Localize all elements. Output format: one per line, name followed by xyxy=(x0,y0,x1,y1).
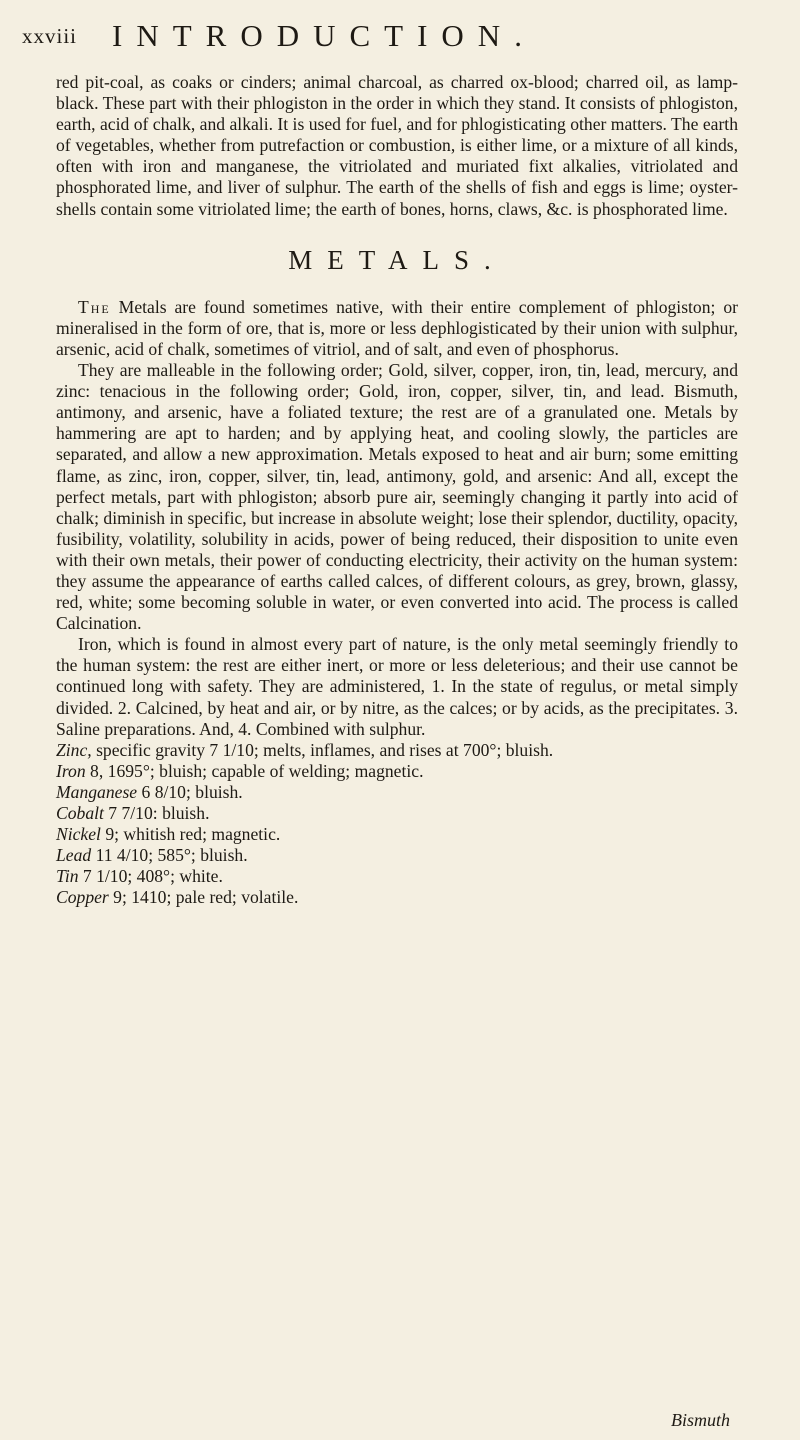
metals-paragraph-3: Iron, which is found in almost every part of nature, is the only metal seemingly friendly to the human system: the rest are either inert, or more or less deleterious; and their use cannot be continued long with safety. They are administered, 1. In the state of regulus, or metal simply divided. 2. Calcined, by heat and air, or by nitre, as the calces; or by acids, as the precipitates. 3. Saline preparations. And, 4. Combined with sulphur. xyxy=(56,634,738,739)
running-head xyxy=(22,18,740,52)
list-item: Iron 8, 1695°; bluish; capable of welding; magnetic. xyxy=(56,760,424,781)
list-item: Copper 9; 1410; pale red; volatile. xyxy=(56,887,299,908)
page-number: xxviii xyxy=(22,24,78,48)
list-item: Manganese 6 8/10; bluish. xyxy=(56,781,243,802)
metal-list xyxy=(56,740,738,909)
metals-paragraph-2: They are malleable in the following order; Gold, silver, copper, iron, tin, lead, mercury, and zinc: tenacious in the following order; Gold, iron, copper, silver, tin, and lead. Bismuth, antimony, and arsenic, have a foliated texture; the rest are of a granulated one. Metals by hammering are apt to harden; and by applying heat, and cooling slowly, the particles are separated, and allow a new approximation. Metals exposed to heat and air burn; some emitting flame, as zinc, iron, copper, silver, tin, lead, antimony, gold, and arsenic: And all, except the perfect metals, part with phlogiston; absorb pure air, seemingly changing it partly into acid of chalk; diminish in specific, but increase in absolute weight; lose their splendor, ductility, opacity, fusibility, volatility, solubility in acids, power of being reduced, their disposition to unite even with their own metals, their power of conducting electricity, their activity on the human system: they assume the appearance of earths called calces, of different colours, as grey, brown, glassy, red, white; some becoming soluble in water, or even converted into acid. The process is called Calcination. xyxy=(56,360,738,634)
running-title: INTRODUCTION. xyxy=(112,18,536,53)
list-item: Cobalt 7 7/10: bluish. xyxy=(56,803,210,823)
metals-paragraph-1: The Metals are found sometimes native, with their entire complement of phlogiston; or mineralised in the form of ore, that is, more or less dephlogisticated by their union with sulphur, arsenic, acid of chalk, sometimes of vitriol, and of salt, and even of phosphorus. xyxy=(56,296,738,359)
body-text xyxy=(56,72,738,908)
intro-paragraph: red pit-coal, as coaks or cinders; animal charcoal, as charred ox-blood; charred oil, as lamp-black. These part with their phlogiston in the order in which they stand. It consists of phlogiston, earth, acid of chalk, and alkali. It is used for fuel, and for phlogisticating other matters. The earth of vegetables, whether from putrefaction or combustion, is either lime, or a mixture of all kinds, often with iron and manganese, the vitriolated and muriated fixt alkalies, vitriolated and phosphorated lime, and liver of sulphur. The earth of the shells of fish and eggs is lime; oyster-shells contain some vitriolated lime; the earth of bones, horns, claws, &c. is phosphorated lime. xyxy=(56,72,738,219)
lead-word: The xyxy=(78,296,111,317)
section-heading: METALS. xyxy=(288,244,506,275)
catchword: Bismuth xyxy=(670,1410,730,1430)
list-item: Zinc, specific gravity 7 1/10; melts, inflames, and rises at 700°; bluish. xyxy=(56,739,554,760)
list-item: Nickel 9; whitish red; magnetic. xyxy=(56,824,281,845)
list-item: Tin 7 1/10; 408°; white. xyxy=(56,866,223,887)
list-item: Lead 11 4/10; 585°; bluish. xyxy=(56,845,248,866)
